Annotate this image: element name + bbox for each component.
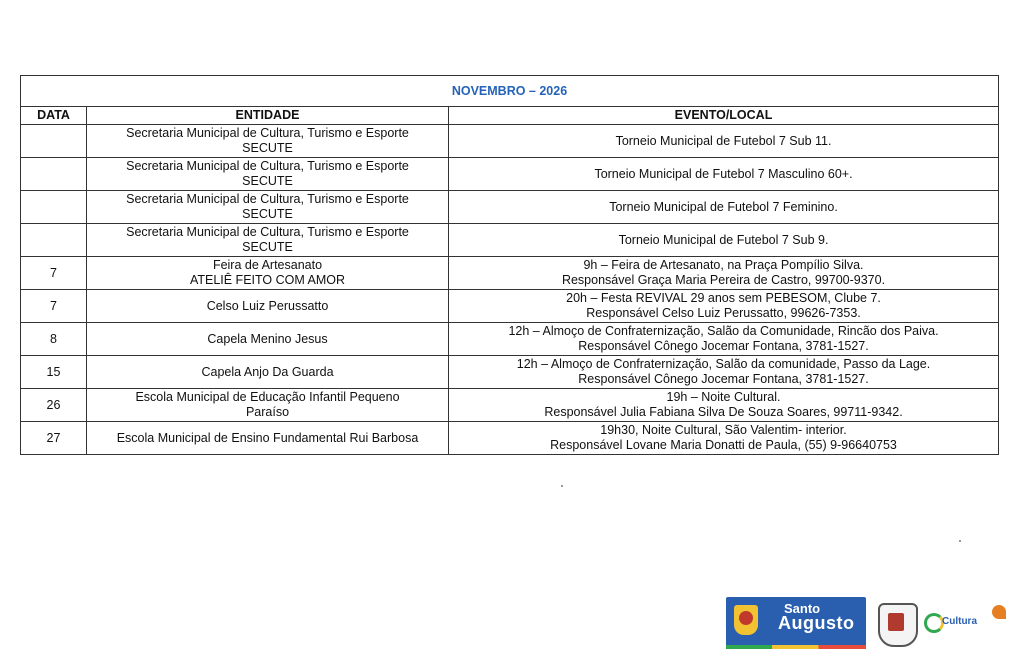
council-mark-icon [992,605,1006,619]
table-row [21,290,999,323]
logo-text-augusto: Augusto [778,613,855,633]
cell-event [449,422,999,455]
entity-line: ATELIÊ FEITO COM AMOR [189,273,346,287]
cell-event [449,323,999,356]
event-line: 12h – Almoço de Confraternização, Salão da Comunidade, Rincão dos Paiva. [508,324,939,338]
cell-date [21,158,87,191]
entity-line: Secretaria Municipal de Cultura, Turismo e Esporte [126,225,409,239]
event-line: Responsável Cônego Jocemar Fontana, 3781-1527. [578,372,869,386]
cultura-ring-icon [924,613,944,633]
table-row [21,257,999,290]
scan-speck [561,485,563,487]
header-date: DATA [21,107,87,125]
cell-event [449,191,999,224]
cell-date: 15 [21,356,87,389]
entity-line: Feira de Artesanato [212,258,323,272]
cell-event [449,224,999,257]
cell-date: 8 [21,323,87,356]
event-line: Responsável Celso Luiz Perussatto, 99626-7353. [586,306,861,320]
entity-line: Escola Municipal de Educação Infantil Pequeno [135,390,400,404]
entity-line: Capela Anjo Da Guarda [201,364,334,379]
cultura-logo [924,611,976,637]
entity-line: Paraíso [245,405,290,419]
header-row [21,107,999,125]
footer-logos [726,597,1016,649]
cell-date: 7 [21,290,87,323]
event-line: Responsável Julia Fabiana Silva De Souza Soares, 99711-9342. [544,405,903,419]
table-row [21,224,999,257]
cell-entity [87,290,449,323]
event-line: Torneio Municipal de Futebol 7 Masculino 60+. [594,166,853,181]
event-line: 20h – Festa REVIVAL 29 anos sem PEBESOM, Clube 7. [566,291,881,305]
cell-entity [87,125,449,158]
entity-line: SECUTE [242,174,293,188]
entity-line: SECUTE [242,240,293,254]
cell-entity [87,224,449,257]
event-line: 19h – Noite Cultural. [666,390,781,404]
event-line: 9h – Feira de Artesanato, na Praça Pompílio Silva. [583,258,864,272]
cell-entity [87,422,449,455]
cell-entity [87,158,449,191]
cell-event [449,389,999,422]
event-line: Responsável Graça Maria Pereira de Castro, 99700-9370. [561,273,886,287]
entity-line: Capela Menino Jesus [207,331,328,346]
table-row [21,422,999,455]
table-title-row [21,76,999,107]
entity-line: Celso Luiz Perussatto [206,298,329,313]
cell-date: 7 [21,257,87,290]
cell-date [21,191,87,224]
event-line: Torneio Municipal de Futebol 7 Sub 9. [618,232,829,247]
cell-event [449,125,999,158]
entity-line: Secretaria Municipal de Cultura, Turismo e Esporte [126,159,409,173]
event-line: 12h – Almoço de Confraternização, Salão da comunidade, Passo da Lage. [516,357,931,371]
event-line: 19h30, Noite Cultural, São Valentim- interior. [600,423,847,437]
table-row [21,158,999,191]
event-line: Torneio Municipal de Futebol 7 Sub 11. [615,133,832,148]
event-line: Responsável Cônego Jocemar Fontana, 3781-1527. [578,339,869,353]
event-line: Torneio Municipal de Futebol 7 Feminino. [609,199,838,214]
event-line: Responsável Lovane Maria Donatti de Paula, (55) 9-96640753 [550,438,897,452]
cell-entity [87,323,449,356]
entity-line: Escola Municipal de Ensino Fundamental Rui Barbosa [116,430,419,445]
scan-speck [959,540,961,542]
header-entity: ENTIDADE [87,107,449,125]
table-row [21,191,999,224]
cell-event [449,158,999,191]
logo-stripe [726,645,866,649]
header-event: EVENTO/LOCAL [449,107,999,125]
table-row [21,389,999,422]
cell-event [449,257,999,290]
logo-text-santo: Santo [784,601,821,616]
cell-date: 26 [21,389,87,422]
entity-line: Secretaria Municipal de Cultura, Turismo e Esporte [126,126,409,140]
cell-entity [87,356,449,389]
table-row [21,356,999,389]
municipal-shield-icon [734,605,758,635]
table-row [21,125,999,158]
cell-event [449,290,999,323]
cell-event [449,356,999,389]
cell-entity [87,389,449,422]
cell-entity [87,191,449,224]
cell-date [21,224,87,257]
cultura-logo-text: Cultura [942,616,977,627]
events-table [20,75,999,455]
cell-date: 27 [21,422,87,455]
entity-line: SECUTE [242,141,293,155]
table-title: NOVEMBRO – 2026 [21,76,999,107]
cell-date [21,125,87,158]
entity-line: Secretaria Municipal de Cultura, Turismo e Esporte [126,192,409,206]
santo-augusto-logo [726,597,866,649]
council-logo [984,605,1014,643]
city-crest-icon [878,603,918,647]
table-row [21,323,999,356]
cell-entity [87,257,449,290]
entity-line: SECUTE [242,207,293,221]
